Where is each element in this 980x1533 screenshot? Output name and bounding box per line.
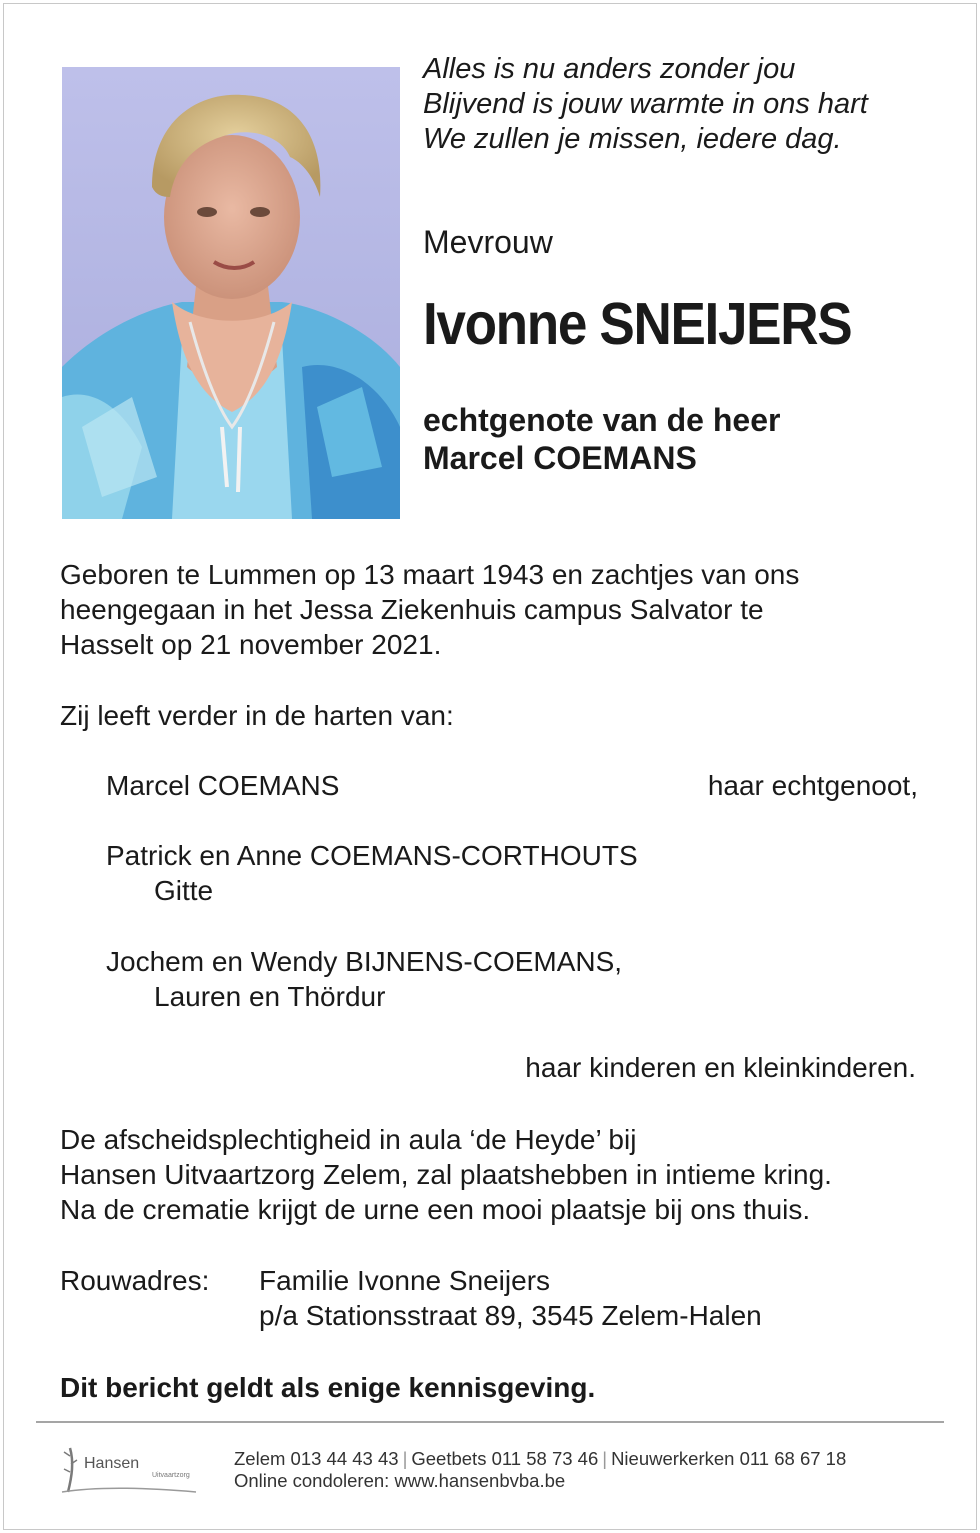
phone-nieuwerkerken: Nieuwerkerken 011 68 67 18 [611, 1448, 847, 1469]
logo-sub: Uitvaartzorg [152, 1472, 190, 1479]
ceremony-line: Hansen Uitvaartzorg Zelem, zal plaatshebben in intieme kring. [60, 1159, 832, 1190]
spouse-name: Marcel COEMANS [423, 440, 697, 476]
honorific: Mevrouw [423, 224, 553, 260]
online-condolences: Online condoleren: www.hansenbvba.be [234, 1470, 566, 1491]
separator: | [402, 1448, 408, 1469]
ceremony-line: De afscheidsplechtigheid in aula ‘de Heyde’ bij [60, 1124, 637, 1155]
husband-name: Marcel COEMANS [106, 770, 340, 801]
deceased-name: Ivonne SNEIJERS [423, 291, 852, 357]
separator: | [602, 1448, 608, 1469]
memorial-poem [423, 52, 868, 157]
poem-line: Alles is nu anders zonder jou [423, 53, 796, 85]
contact-footer [234, 1448, 846, 1492]
ceremony-line: Na de crematie krijgt de urne een mooi plaatsje bij ons thuis. [60, 1194, 811, 1225]
phone-zelem: Zelem 013 44 43 43 [234, 1448, 399, 1469]
child-family: Patrick en Anne COEMANS-CORTHOUTS [106, 840, 638, 871]
poem-line: Blijvend is jouw warmte in ons hart [423, 88, 868, 120]
footer-divider [36, 1421, 944, 1423]
children-role: haar kinderen en kleinkinderen. [525, 1052, 916, 1083]
address-label: Rouwadres: [60, 1265, 210, 1296]
grandchildren: Lauren en Thördur [154, 981, 386, 1012]
phone-geetbets: Geetbets 011 58 73 46 [411, 1448, 599, 1469]
hansen-logo [60, 1442, 200, 1498]
birth-line: Hasselt op 21 november 2021. [60, 629, 442, 660]
logo-name: Hansen [84, 1455, 140, 1472]
spouse-line: echtgenote van de heer [423, 402, 781, 438]
poem-line: We zullen je missen, iedere dag. [423, 123, 842, 155]
birth-line: heengegaan in het Jessa Ziekenhuis campus Salvator te [60, 594, 764, 625]
birth-line: Geboren te Lummen op 13 maart 1943 en zachtjes van ons [60, 559, 800, 590]
lives-on-text: Zij leeft verder in de harten van: [60, 700, 454, 731]
husband-role: haar echtgenoot, [707, 770, 918, 801]
portrait-photo [62, 67, 400, 519]
address-line: p/a Stationsstraat 89, 3545 Zelem-Halen [259, 1300, 762, 1331]
grandchildren: Gitte [154, 875, 214, 906]
address-line: Familie Ivonne Sneijers [259, 1265, 551, 1296]
child-family: Jochem en Wendy BIJNENS-COEMANS, [106, 946, 623, 977]
phone-line [234, 1448, 846, 1470]
notice-text: Dit bericht geldt als enige kennisgeving. [60, 1372, 596, 1403]
spouse-info [423, 401, 780, 477]
